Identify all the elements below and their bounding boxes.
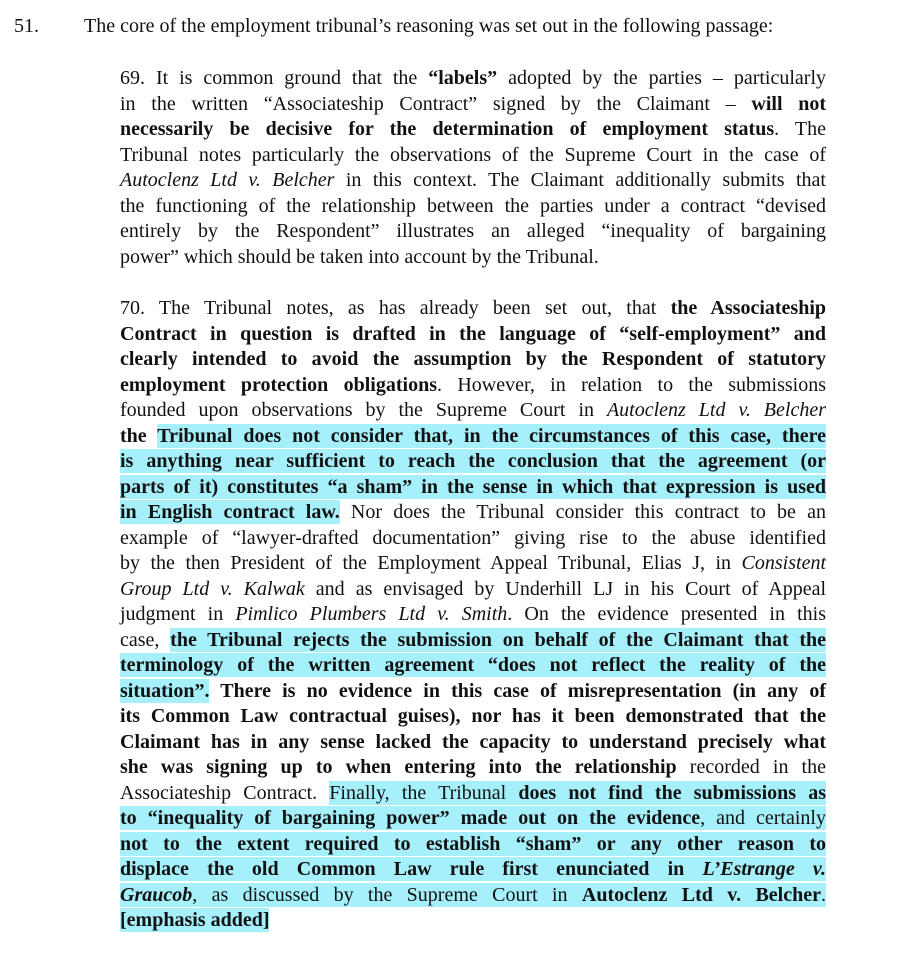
line-70-4: employment protection obligations. However, in relation to the submissions — [120, 373, 826, 396]
highlighted-text: Finally, the Tribunal does not find the submissions as — [329, 781, 826, 804]
highlighted-text: Autoclenz Ltd v. Belcher — [581, 883, 821, 906]
line-70-21 — [120, 806, 826, 832]
line-70-17: its Common Law contractual guises), nor has it been demonstrated that the — [120, 705, 826, 727]
quoted-paragraph-69 — [120, 66, 826, 270]
highlighted-text: terminology of the written agreement “does not reflect the reality of the — [120, 654, 826, 676]
highlighted-text: [emphasis added] — [120, 909, 270, 931]
line-69-4: Tribunal notes particularly the observations of the Supreme Court in the case of — [120, 143, 826, 166]
line-70-20: Associateship Contract. Finally, the Tribunal does not find the submissions as — [120, 781, 826, 804]
line-70-15 — [120, 653, 826, 679]
highlighted-text: Tribunal does not consider that, in the circumstances of this case, there — [157, 424, 826, 447]
highlighted-text: displace the old Common Law rule first enunciated in — [120, 858, 703, 880]
line-70-3: clearly intended to avoid the assumption by the Respondent of statutory — [120, 348, 826, 370]
line-69-6: the functioning of the relationship between the parties under a contract “devised — [120, 194, 826, 217]
line-70-14: case, the Tribunal rejects the submission on behalf of the Claimant that the — [120, 628, 826, 651]
line-70-22 — [120, 832, 826, 858]
line-69-5: Autoclenz Ltd v. Belcher in this context. The Claimant additionally submits that — [120, 169, 826, 191]
line-70-12: Group Ltd v. Kalwak and as envisaged by Underhill LJ in his Court of Appeal — [120, 577, 827, 600]
highlighted-text: parts of it) constitutes “a sham” in the sense in which that expression is used — [120, 475, 826, 498]
highlighted-text: Graucob — [120, 883, 193, 906]
highlighted-text: situation”. — [120, 679, 210, 702]
highlighted-text: , and certainly — [700, 807, 826, 829]
quoted-paragraph-70 — [120, 296, 826, 934]
line-70-23 — [120, 857, 826, 883]
intro-sentence: The core of the employment tribunal’s reasoning was set out in the following passage: — [84, 15, 774, 37]
highlighted-text: . — [821, 883, 826, 906]
line-70-13: judgment in Pimlico Plumbers Ltd v. Smith. On the evidence presented in this — [120, 603, 827, 625]
line-70-11: by the then President of the Employment Appeal Tribunal, Elias J, in Consistent — [120, 552, 826, 574]
highlighted-text: is anything near sufficient to reach the conclusion that the agreement (or — [120, 450, 826, 472]
line-69-8: power” which should be taken into account by the Tribunal. — [120, 245, 599, 268]
paragraph-number: 51. — [14, 15, 39, 37]
line-70-19: she was signing up to when entering into the relationship recorded in the — [120, 756, 826, 778]
line-70-8 — [120, 475, 826, 501]
highlighted-text: the Tribunal rejects the submission on behalf of the Claimant that the — [170, 628, 826, 651]
highlighted-text: L’Estrange v. — [702, 858, 826, 880]
highlighted-text: to “inequality of bargaining power” made out on the evidence — [120, 807, 701, 829]
line-70-10: example of “lawyer-drafted documentation” giving rise to the abuse identified — [120, 526, 826, 549]
line-69-1: 69. It is common ground that the “labels” adopted by the parties – particularly — [120, 67, 826, 89]
line-70-7 — [120, 449, 826, 475]
line-70-6: the Tribunal does not consider that, in the circumstances of this case, there — [120, 424, 826, 447]
highlighted-text: , as discussed by the Supreme Court in — [192, 883, 582, 906]
line-70-5: founded upon observations by the Supreme Court in Autoclenz Ltd v. Belcher — [120, 399, 826, 421]
highlighted-text: not to the extent required to establish “sham” or any other reason to — [120, 832, 826, 855]
line-70-1: 70. The Tribunal notes, as has already been set out, that the Associateship — [120, 297, 827, 319]
highlighted-text: in English contract law. — [120, 501, 340, 523]
line-70-18: Claimant has in any sense lacked the capacity to understand precisely what — [120, 730, 826, 753]
line-70-24 — [120, 883, 826, 909]
line-70-16: situation”. There is no evidence in this case of misrepresentation (in any of — [120, 679, 826, 702]
emphasis-note — [120, 908, 826, 934]
line-69-3: necessarily be decisive for the determination of employment status. The — [120, 118, 827, 140]
line-69-2: in the written “Associateship Contract” signed by the Claimant – will not — [120, 92, 826, 115]
line-69-7: entirely by the Respondent” illustrates an alleged “inequality of bargaining — [120, 220, 826, 242]
line-70-2: Contract in question is drafted in the language of “self-employment” and — [120, 322, 826, 345]
line-70-9: in English contract law. Nor does the Tribunal consider this contract to be an — [120, 501, 826, 523]
